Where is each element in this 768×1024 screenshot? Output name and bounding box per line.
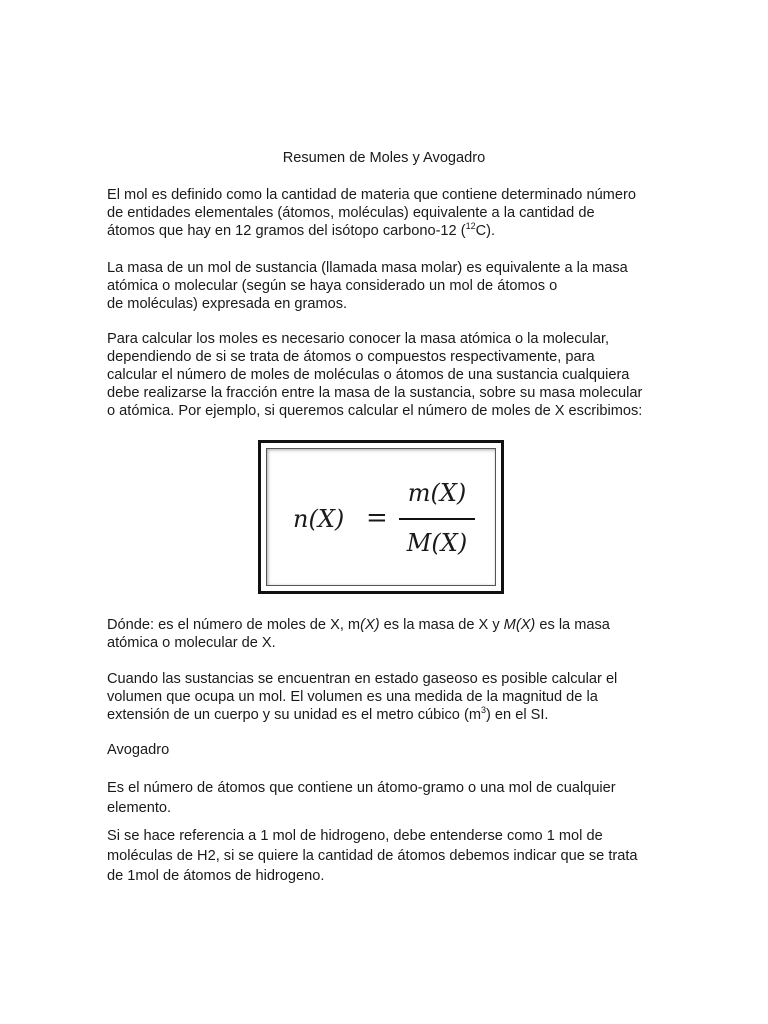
text-line: calcular el número de moles de moléculas o átomos de una sustancia cualquiera — [107, 367, 630, 383]
formula-numerator: m(X) — [407, 479, 467, 507]
superscript: 12 — [465, 221, 476, 232]
fraction-bar — [399, 518, 475, 520]
heading-avogadro: Avogadro — [107, 742, 170, 758]
text-line: Cuando las sustancias se encuentran en estado gaseoso es posible calcular el — [107, 671, 618, 687]
formula-denominator: M(X) — [406, 529, 468, 557]
text-line: elemento. — [107, 800, 172, 816]
text-line: Dónde: es el número de moles de X, m(X) es la masa de X y M(X) es la masa — [107, 617, 610, 633]
paragraph-hydrogen — [107, 826, 677, 886]
text-line: extensión de un cuerpo y su unidad es el metro cúbico $(m^3)$ en el SI. — [107, 705, 549, 723]
text-line: debe realizarse la fracción entre la masa de la sustancia, sobre su masa molecular — [107, 385, 643, 401]
text-line: La masa de un mol de sustancia (llamada masa molar) es equivalente a la masa — [107, 260, 628, 276]
paragraph-molar-mass — [107, 259, 677, 313]
superscript: 3 — [480, 705, 486, 716]
text-line: Para calcular los moles es necesario conocer la masa atómica o la molecular, — [107, 331, 610, 347]
paragraph-where — [107, 616, 677, 652]
formula-panel — [266, 448, 496, 586]
text-line: Si se hace referencia a 1 mol de hidrogeno, debe entenderse como 1 mol de — [107, 828, 603, 844]
text-line: de 1mol de átomos de hidrogeno. — [107, 868, 325, 884]
formula-equals: = — [366, 503, 388, 533]
text-line: de entidades elementales (átomos, moléculas) equivalente a la cantidad de — [107, 205, 595, 221]
paragraph-calculating-moles — [107, 330, 677, 420]
text-line: atómica o molecular (según se haya considerado un mol de átomos o — [107, 278, 558, 294]
paragraph-mol-definition — [107, 186, 677, 240]
text-line: atómica o molecular de X. — [107, 635, 276, 651]
paragraph-gas-volume — [107, 670, 677, 724]
text-line: dependiendo de si se trata de átomos o compuestos respectivamente, para — [107, 349, 595, 365]
text-line: volumen que ocupa un mol. El volumen es una medida de la magnitud de la — [107, 689, 598, 705]
paragraph-avogadro-definition — [107, 778, 677, 818]
text-line: átomos que hay en 12 gramos del isótopo carbono-12 ($^{12}$C). — [107, 221, 496, 239]
text-line: de moléculas) expresada en gramos. — [107, 296, 348, 312]
text-line: Es el número de átomos que contiene un átomo-gramo o una mol de cualquier — [107, 780, 616, 796]
text-line: o atómica. Por ejemplo, si queremos calcular el número de moles de X escribimos: — [107, 403, 643, 419]
text-line: El mol es definido como la cantidad de materia que contiene determinado número — [107, 187, 636, 203]
formula-lhs: n(X) — [293, 505, 345, 533]
document-title: Resumen de Moles y Avogadro — [282, 150, 486, 166]
text-line: moléculas de H2, si se quiere la cantidad de átomos debemos indicar que se trata — [107, 848, 638, 864]
formula-frame — [258, 440, 504, 594]
moles-formula — [267, 449, 495, 585]
